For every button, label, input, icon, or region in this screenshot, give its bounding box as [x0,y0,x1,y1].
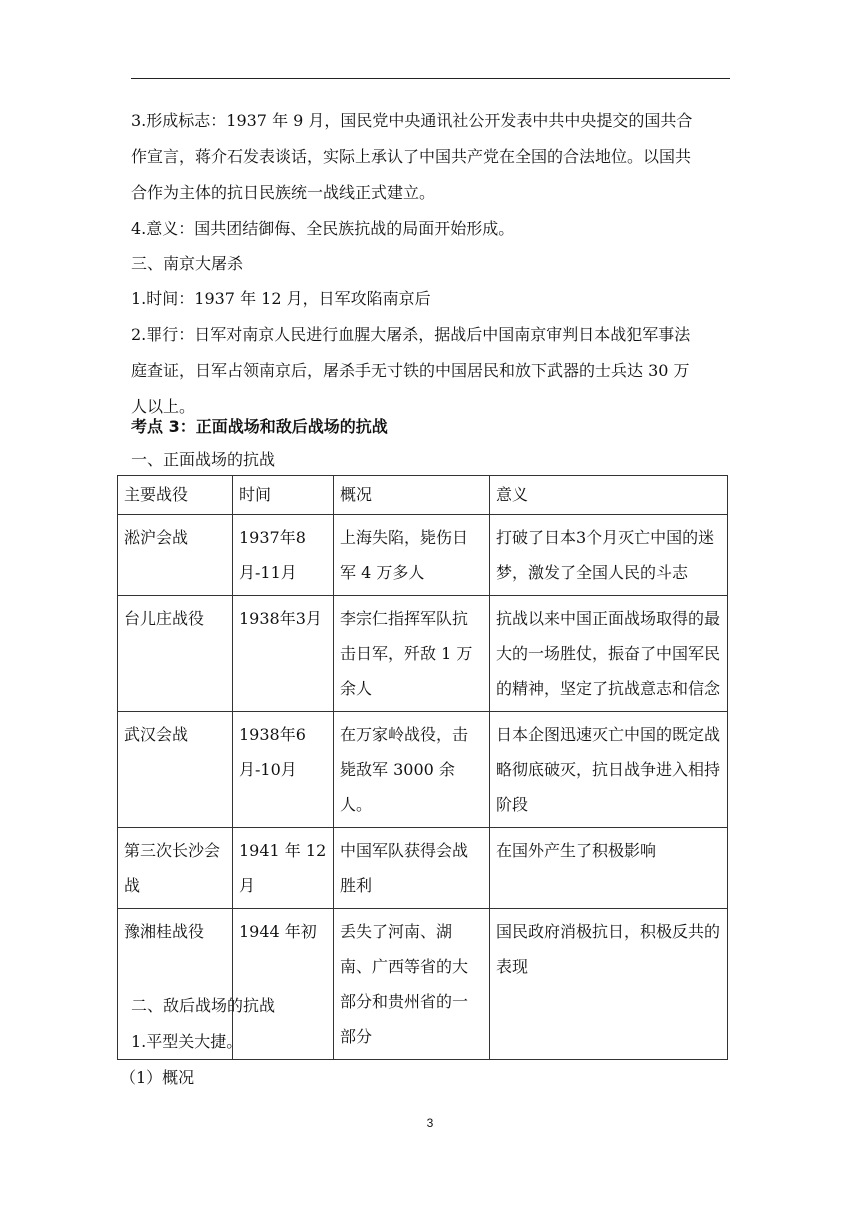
table-cell: 1938年6月-10月 [233,712,334,828]
table-cell: 第三次长沙会战 [118,828,233,909]
table-header-row [118,476,728,515]
paragraph-line: 合作为主体的抗日民族统一战线正式建立。 [131,183,436,202]
table-cell: 1938年3月 [233,596,334,712]
table-cell: 武汉会战 [118,712,233,828]
paragraph-line: 4.意义：国共团结御侮、全民族抗战的局面开始形成。 [131,219,515,238]
table-cell: 在国外产生了积极影响 [490,828,728,909]
table-cell: 淞沪会战 [118,515,233,596]
section-heading: 考点 3：正面战场和敌后战场的抗战 [131,417,388,436]
paragraph-line: 人以上。 [131,397,196,416]
table-row [118,515,728,596]
table-cell: 上海失陷，毙伤日军 4 万多人 [334,515,490,596]
table-cell: 台儿庄战役 [118,596,233,712]
table-cell: 1937年8月-11月 [233,515,334,596]
table-header-cell: 概况 [334,476,490,515]
table-cell: 豫湘桂战役 [118,909,233,1060]
paragraph-line: 三、南京大屠杀 [131,254,244,273]
table-header-cell: 主要战役 [118,476,233,515]
subheading-frontline: 一、正面战场的抗战 [131,450,276,469]
table-row [118,712,728,828]
table-header-cell: 时间 [233,476,334,515]
paragraph-line: 庭查证，日军占领南京后，屠杀手无寸铁的中国居民和放下武器的士兵达 30 万 [131,361,690,380]
table-cell: 1944 年初 [233,909,334,1060]
table-cell: 在万家岭战役，击毙敌军 3000 余人。 [334,712,490,828]
paragraph-line: 1.时间：1937 年 12 月，日军攻陷南京后 [131,289,431,308]
table-header-cell: 意义 [490,476,728,515]
table-row [118,828,728,909]
table-cell: 中国军队获得会战胜利 [334,828,490,909]
table-cell: 丢失了河南、湖南、广西等省的大部分和贵州省的一部分 [334,909,490,1060]
paragraph-line: 2.罪行：日军对南京人民进行血腥大屠杀，据战后中国南京审判日本战犯军事法 [131,325,691,344]
table-cell: 国民政府消极抗日，积极反共的表现 [490,909,728,1060]
header-rule [131,78,730,79]
table-cell: 日本企图迅速灭亡中国的既定战略彻底破灭，抗日战争进入相持阶段 [490,712,728,828]
paragraph-line: 3.形成标志：1937 年 9 月，国民党中央通讯社公开发表中共中央提交的国共合 [131,111,693,130]
table-row [118,596,728,712]
page-number: 3 [426,1116,434,1130]
subheading-rear: 二、敌后战场的抗战 [131,996,276,1015]
table-cell: 李宗仁指挥军队抗击日军，歼敌 1 万余人 [334,596,490,712]
paragraph-line: 作宣言，蒋介石发表谈话，实际上承认了中国共产党在全国的合法地位。以国共 [131,147,692,166]
list-subitem: （1）概况 [120,1068,195,1087]
table-cell: 打破了日本3个月灭亡中国的迷梦，激发了全国人民的斗志 [490,515,728,596]
list-item: 1.平型关大捷。 [131,1032,243,1051]
battles-table [117,475,728,1060]
table-cell: 1941 年 12 月 [233,828,334,909]
table-cell: 抗战以来中国正面战场取得的最大的一场胜仗，振奋了中国军民的精神，坚定了抗战意志和信念 [490,596,728,712]
